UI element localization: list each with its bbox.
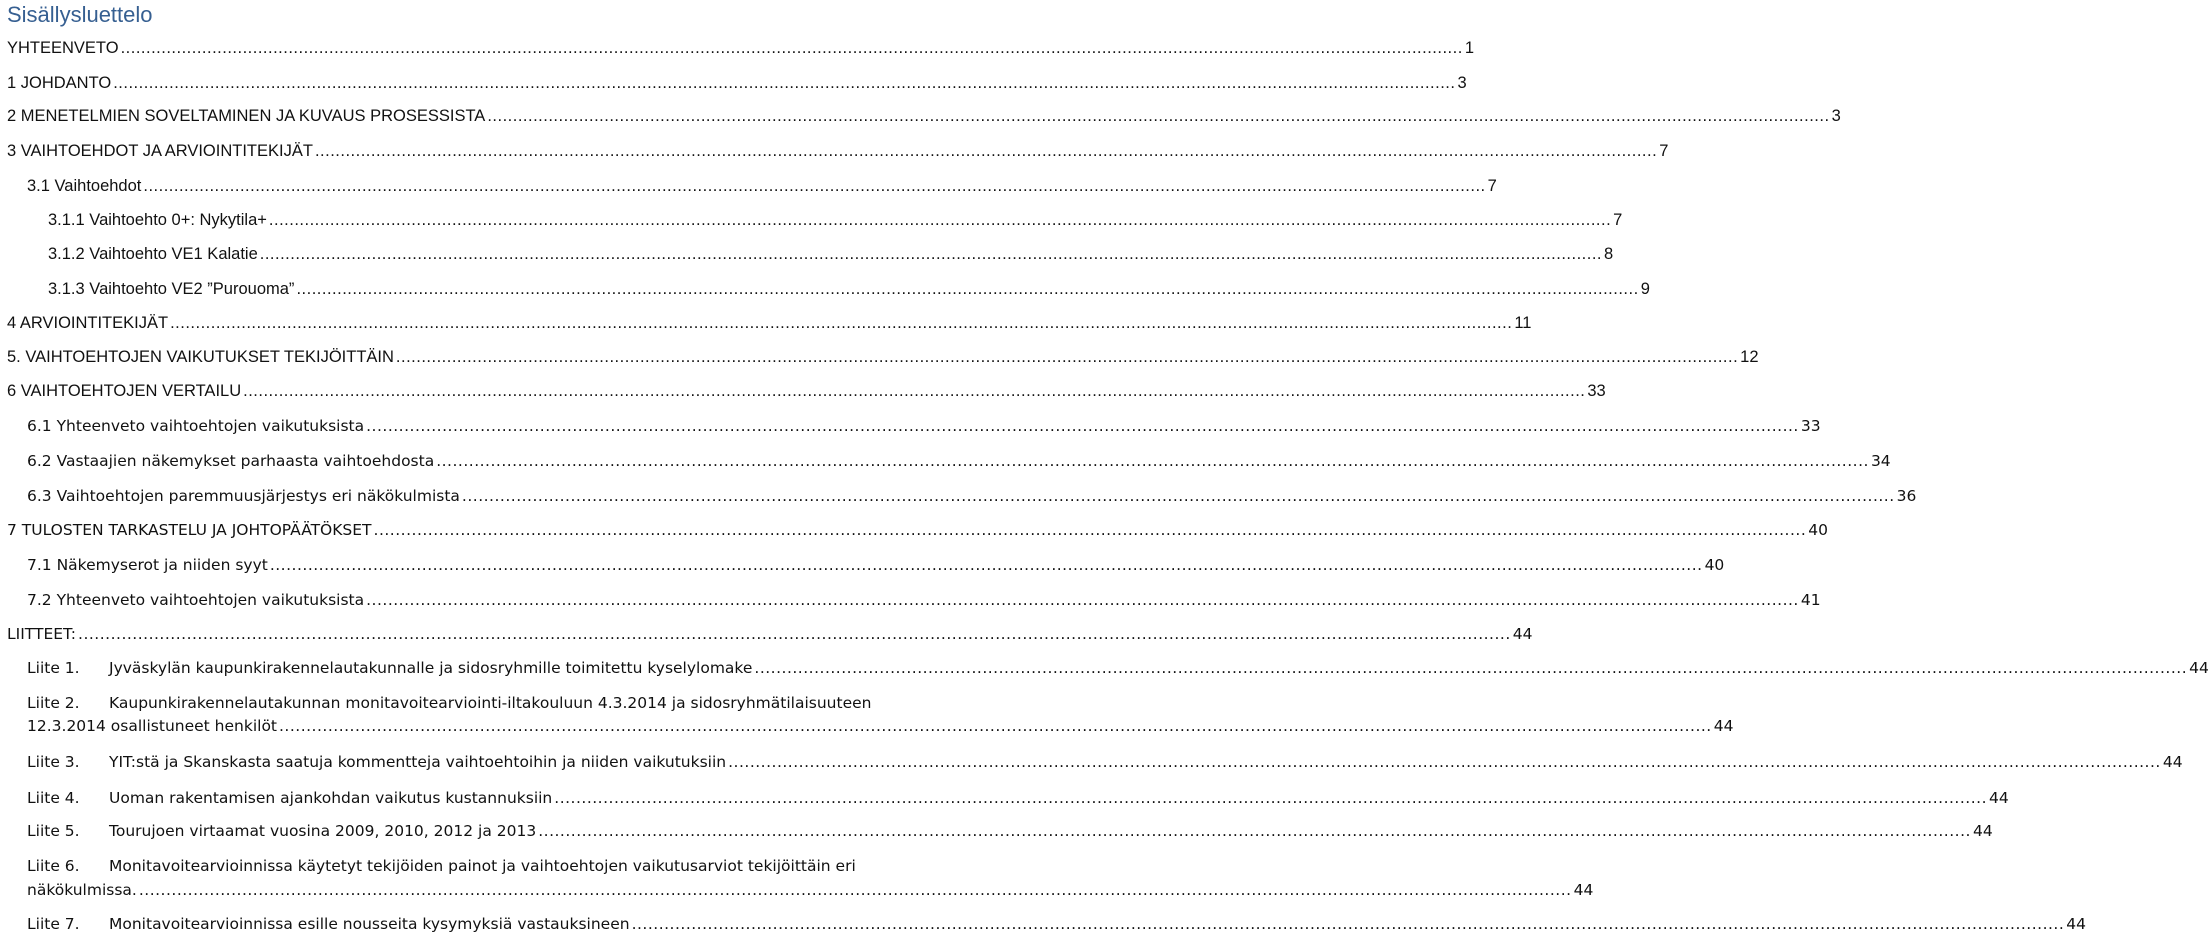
appendix-text-continued: näkökulmissa. xyxy=(27,881,137,899)
toc-entry-text: 3.1.3 Vaihtoehto VE2 ”Purouoma” xyxy=(48,280,295,298)
appendix-text: Monitavoitearvioinnissa käytetyt tekijöiden painot ja vaihtoehtojen vaikutusarviot tekijöittäin eri xyxy=(109,857,856,875)
appendix-page: 44 xyxy=(2066,915,2087,933)
toc-entry[interactable] xyxy=(7,345,1759,369)
toc-entry-text: 5. VAIHTOEHTOJEN VAIKUTUKSET TEKIJÖITTÄIN xyxy=(7,348,394,366)
toc-entry-page: 9 xyxy=(1640,280,1650,298)
appendix-page: 44 xyxy=(1713,717,1734,735)
leader-dots xyxy=(270,553,1703,577)
toc-entry[interactable] xyxy=(48,208,1623,232)
toc-entry[interactable] xyxy=(48,242,1614,266)
toc-entry[interactable] xyxy=(27,174,1497,198)
appendix-text: Kaupunkirakennelautakunnan monitavoitearviointi-iltakouluun 4.3.2014 ja sidosryhmätilaisuuteen xyxy=(109,694,872,712)
appendix-number: Liite 1. xyxy=(27,659,80,677)
leader-dots xyxy=(260,242,1602,266)
toc-entry-text: 6.2 Vastaajien näkemykset parhaasta vaihtoehdosta xyxy=(27,452,435,470)
toc-entry[interactable] xyxy=(48,277,1650,301)
toc-entry[interactable] xyxy=(7,104,1841,128)
toc-entry-page: 7 xyxy=(1659,142,1669,160)
toc-entry-page: 40 xyxy=(1808,521,1828,539)
toc-entry-text: 7 TULOSTEN TARKASTELU JA JOHTOPÄÄTÖKSET xyxy=(7,521,372,539)
appendix-number: Liite 5. xyxy=(27,822,80,840)
appendix-page: 44 xyxy=(1972,822,1993,840)
toc-entry-page: 33 xyxy=(1587,382,1606,400)
appendix-text-continued: 12.3.2014 osallistuneet henkilöt xyxy=(27,717,277,735)
toc-entry-text: YHTEENVETO xyxy=(7,39,119,57)
leader-dots xyxy=(296,277,1638,301)
toc-entry-text: 3.1.2 Vaihtoehto VE1 Kalatie xyxy=(48,245,258,263)
toc-entry[interactable] xyxy=(7,71,1467,95)
toc-entry-page: 41 xyxy=(1800,591,1821,609)
appendix-number: Liite 7. xyxy=(27,915,80,933)
toc-entry-page: 34 xyxy=(1870,452,1891,470)
toc-entry-page: 33 xyxy=(1800,417,1821,435)
leader-dots xyxy=(462,484,1895,508)
leader-dots xyxy=(396,345,1738,369)
appendix-number: Liite 6. xyxy=(27,857,80,875)
appendix-text: Monitavoitearvioinnissa esille nousseita kysymyksiä vastauksineen xyxy=(109,915,630,933)
toc-entry-page: 3 xyxy=(1831,107,1841,125)
toc-entry-text: 4 ARVIOINTITEKIJÄT xyxy=(7,314,169,332)
appendix-entry[interactable] xyxy=(27,691,1734,738)
leader-dots xyxy=(139,878,1572,902)
toc-entry-text: 2 MENETELMIEN SOVELTAMINEN JA KUVAUS PROSESSISTA xyxy=(7,107,486,125)
appendix-text: Uoman rakentamisen ajankohdan vaikutus kustannuksiin xyxy=(109,789,553,807)
toc-entry-page: 7 xyxy=(1613,211,1623,229)
leader-dots xyxy=(728,750,2161,774)
leader-dots xyxy=(754,656,2187,680)
appendix-text: YIT:stä ja Skanskasta saatuja kommentteja vaihtoehtoihin ja niiden vaikutuksiin xyxy=(109,753,727,771)
appendix-text: Tourujoen virtaamat vuosina 2009, 2010, 2012 ja 2013 xyxy=(109,822,537,840)
toc-entry-text: 3.1.1 Vaihtoehto 0+: Nykytila+ xyxy=(48,211,267,229)
leader-dots xyxy=(315,139,1657,163)
toc-entry-text: 1 JOHDANTO xyxy=(7,74,112,92)
leader-dots xyxy=(121,36,1463,60)
toc-entry[interactable] xyxy=(27,553,1725,577)
toc-entry[interactable] xyxy=(7,36,1474,60)
appendix-text: Jyväskylän kaupunkirakennelautakunnalle ja sidosryhmille toimitettu kyselylomake xyxy=(109,659,753,677)
toc-entry-page: 1 xyxy=(1464,39,1474,57)
toc-entry[interactable] xyxy=(7,379,1606,403)
toc-entry[interactable] xyxy=(27,449,1891,473)
toc-entry-page: 11 xyxy=(1514,314,1532,332)
leader-dots xyxy=(366,414,1799,438)
toc-entry[interactable] xyxy=(7,139,1669,163)
toc-entry-text: 3.1 Vaihtoehdot xyxy=(27,177,142,195)
toc-entry-page: 8 xyxy=(1604,245,1614,263)
leader-dots xyxy=(143,174,1485,198)
appendix-entry[interactable] xyxy=(27,750,2183,774)
toc-entry-text: 6 VAIHTOEHTOJEN VERTAILU xyxy=(7,382,242,400)
leader-dots xyxy=(554,786,1987,810)
toc-entry-text: 7.2 Yhteenveto vaihtoehtojen vaikutuksista xyxy=(27,591,365,609)
toc-entry-text: 6.1 Yhteenveto vaihtoehtojen vaikutuksista xyxy=(27,417,365,435)
toc-entry-page: 7 xyxy=(1487,177,1497,195)
appendix-entry[interactable] xyxy=(27,912,2087,936)
toc-entry-page: 44 xyxy=(1512,625,1533,643)
appendix-page: 44 xyxy=(1573,881,1594,899)
leader-dots xyxy=(170,311,1512,335)
appendix-page: 44 xyxy=(1989,789,2009,807)
toc-entry-text: 6.3 Vaihtoehtojen paremmuusjärjestys eri näkökulmista xyxy=(27,487,460,505)
appendix-number: Liite 2. xyxy=(27,694,80,712)
toc-entry[interactable] xyxy=(27,484,1917,508)
toc-entry-page: 36 xyxy=(1896,487,1917,505)
appendix-entry[interactable] xyxy=(27,656,2209,680)
leader-dots xyxy=(436,449,1869,473)
toc-entry-page: 40 xyxy=(1704,556,1725,574)
leader-dots xyxy=(279,714,1712,738)
appendix-entry[interactable] xyxy=(27,854,1594,902)
leader-dots xyxy=(113,71,1455,95)
toc-entry[interactable] xyxy=(27,414,1821,438)
toc-entry[interactable] xyxy=(7,311,1532,335)
toc-entry[interactable] xyxy=(27,588,1821,612)
leader-dots xyxy=(269,208,1611,232)
toc-entry-page: 3 xyxy=(1457,74,1467,92)
toc-entry[interactable] xyxy=(7,622,1533,646)
leader-dots xyxy=(78,622,1511,646)
toc-entry-text: 3 VAIHTOEHDOT JA ARVIOINTITEKIJÄT xyxy=(7,142,313,160)
appendix-entry[interactable] xyxy=(27,819,1993,843)
appendix-page: 44 xyxy=(2162,753,2183,771)
toc-entry-text: LIITTEET: xyxy=(7,625,77,643)
leader-dots xyxy=(374,518,1807,542)
appendix-number: Liite 3. xyxy=(27,753,80,771)
appendix-number: Liite 4. xyxy=(27,789,80,807)
toc-entry[interactable] xyxy=(7,518,1828,542)
toc-title: Sisällysluettelo xyxy=(7,2,153,27)
leader-dots xyxy=(487,104,1829,128)
leader-dots xyxy=(243,379,1585,403)
toc-entry-text: 7.1 Näkemyserot ja niiden syyt xyxy=(27,556,268,574)
leader-dots xyxy=(632,912,2065,936)
appendix-entry[interactable] xyxy=(27,786,2009,810)
toc-entry-page: 12 xyxy=(1740,348,1759,366)
appendix-page: 44 xyxy=(2189,659,2209,677)
leader-dots xyxy=(366,588,1799,612)
leader-dots xyxy=(538,819,1971,843)
